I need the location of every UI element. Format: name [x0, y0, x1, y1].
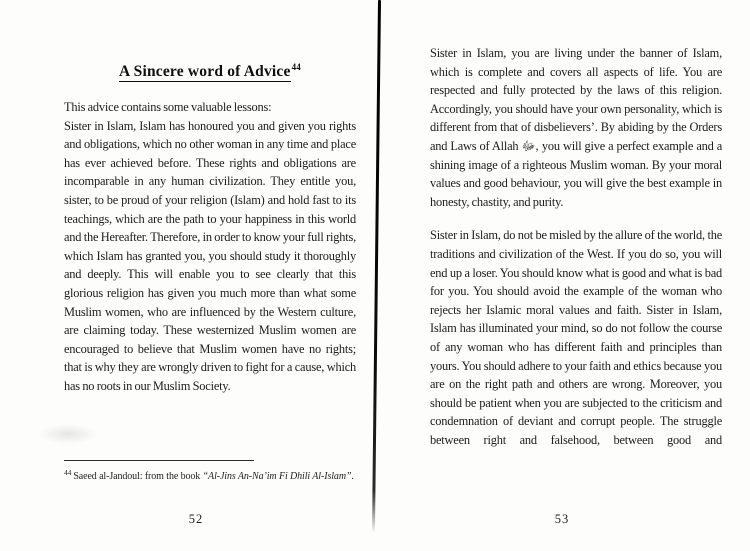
right-page-paragraph-1: Sister in Islam, you are living under the banner of Islam, which is complete and covers all aspects of life. You are respected and fully protected by the laws of this religion. Accordingly, you should have your own personality, which is different from that of disbelievers’. By abiding by the Orders and Laws of Allah ﷻ, you will give a perfect example and a shining image of a righteous Muslim woman. By your moral values and good behaviour, you will give the best example in honesty, chastity, and purity.: [430, 46, 722, 209]
page-right: [430, 0, 722, 551]
left-page-body: [64, 98, 356, 396]
right-page-paragraph-2: Sister in Islam, do not be misled by the allure of the world, the traditions and civilization of the West. If you do so, you will end up a loser. You should know what is good and what is bad for you. You should avoid the example of the woman who rejects her Islamic moral values and faith. Sister in Islam, Islam has illuminated your mind, so do not follow the course of any woman who has different faith and principles than yours. You should adhere to your faith and ethics because you are on the right path and others are wrong. Moreover, you should be patient when you are subjected to the criticism and condemnation of deviant and corrupt people. The struggle between right and falsehood, between good and: [430, 228, 722, 447]
footnote-book-title: “Al-Jins An-Na’im Fi Dhili Al-Islam”: [202, 471, 352, 482]
page-left: [64, 0, 356, 551]
page-gutter-shadow: [372, 0, 381, 533]
footnote: [64, 460, 356, 484]
heading-footnote-marker: 44: [291, 62, 301, 72]
intro-line: This advice contains some valuable lessons:: [64, 100, 272, 114]
page-title-text: A Sincere word of Advice: [119, 63, 291, 80]
page-title: [64, 62, 356, 81]
page-number-left: 52: [188, 512, 204, 526]
page-number-right: 53: [554, 512, 570, 526]
footnote-text-end: .: [351, 471, 354, 482]
left-page-paragraph: Sister in Islam, Islam has honoured you and given you rights and obligations, which no other woman in any time and place has ever achieved before. These rights and obligations are incomparable in any human civilization. They entitle you, sister, to be proud of your religion (Islam) and hold fast to its teachings, which are the path to your happiness in this world and the Hereafter. Therefore, in order to know your full rights, which Islam has granted you, you should study it thoroughly and deeply. This will enable you to see clearly that this glorious religion has given you much more than what some Muslim women, who are influenced by the Western culture, are claiming today. These westernized Muslim women are encouraged to believe that Muslim women have no rights; that is why they are wrongly driven to fight for a cause, which has no roots in our Muslim Society.: [64, 118, 356, 393]
footnote-divider: [64, 460, 254, 461]
right-page-body: [430, 44, 722, 449]
footnote-text: Saeed al-Jandoul: from the book: [73, 471, 203, 482]
footnote-marker: 44: [64, 468, 72, 477]
